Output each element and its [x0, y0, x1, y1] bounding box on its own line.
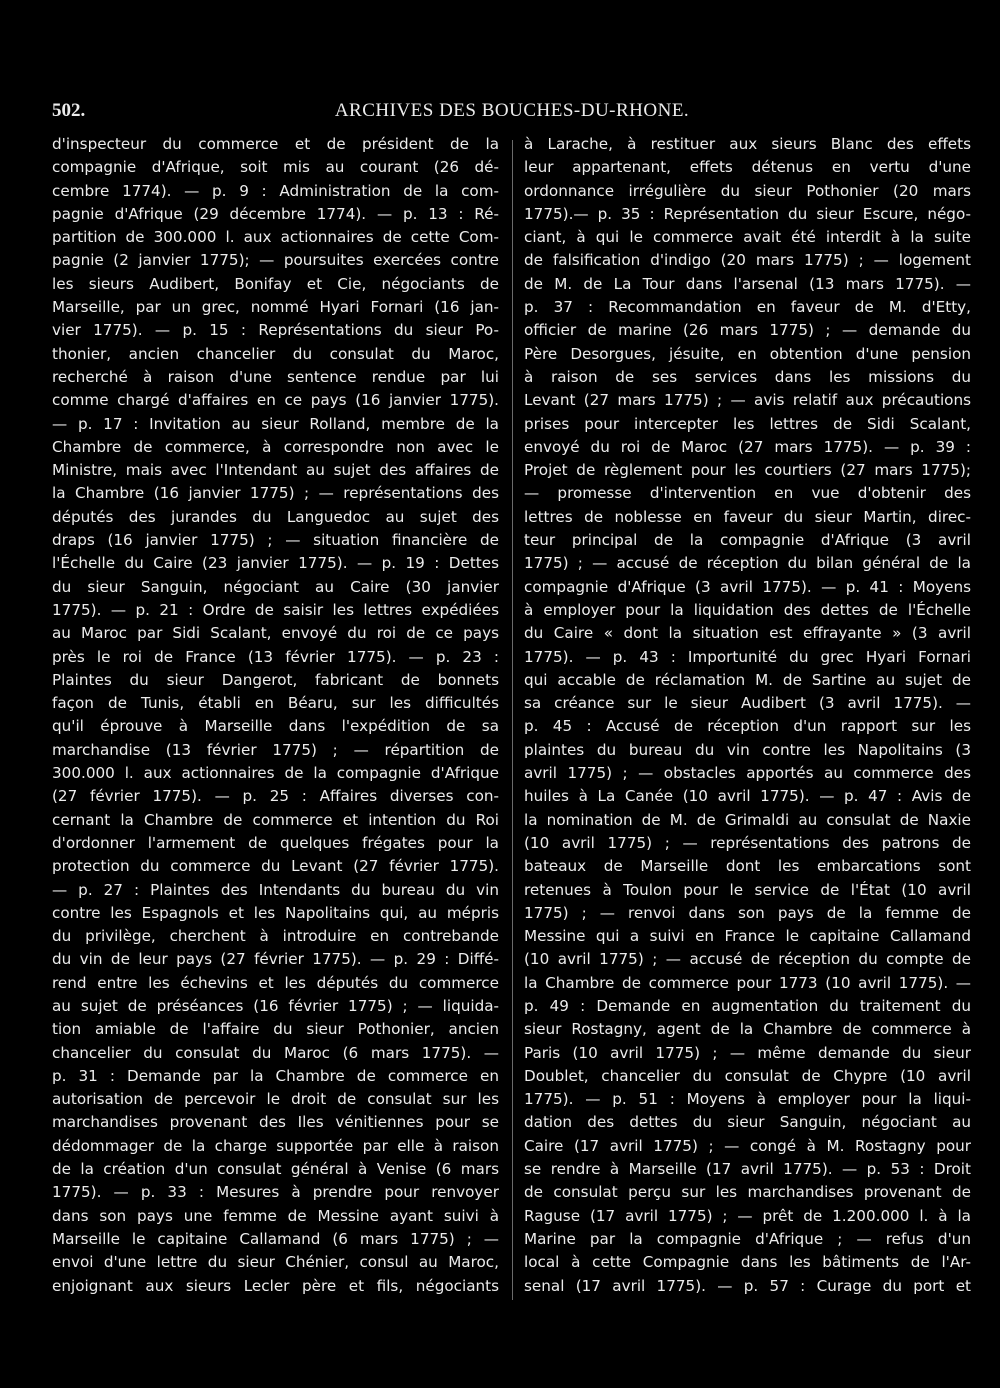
text-line: à Larache, à restituer aux sieurs Blanc des effets — [524, 135, 971, 153]
text-line: sieur Rostagny, agent de la Chambre de commerce à — [524, 1020, 971, 1039]
text-line: — p. 17 : Invitation au sieur Rolland, membre de la — [52, 414, 499, 433]
text-line: huiles à La Canée (10 avril 1775). — p. 47 : Avis de — [524, 787, 971, 806]
text-line: avril 1775) ; — obstacles apportés au commerce des — [524, 764, 971, 783]
text-line: compagnie d'Afrique (3 avril 1775). — p. 41 : Moyens — [524, 577, 971, 596]
text-line: chancelier du consulat du Maroc (6 mars 1775). — — [52, 1043, 499, 1062]
text-line: la Chambre de commerce pour 1773 (10 avril 1775). — — [524, 973, 971, 992]
text-line: marchandises provenant des Iles vénitiennes pour se — [52, 1113, 499, 1132]
text-line: Projet de règlement pour les courtiers (27 mars 1775); — [524, 461, 971, 480]
text-line: de M. de La Tour dans l'arsenal (13 mars 1775). — — [524, 274, 971, 293]
text-line: ordonnance irrégulière du sieur Pothonier (20 mars — [524, 181, 971, 200]
text-line: envoyé du roi de Maroc (27 mars 1775). — p. 39 : — [524, 437, 971, 456]
text-line: p. 31 : Demande par la Chambre de commerce en — [52, 1066, 499, 1085]
text-line: Plaintes du sieur Dangerot, fabricant de bonnets — [52, 670, 499, 689]
text-line: vier 1775). — p. 15 : Représentations du sieur Po- — [52, 321, 499, 340]
text-line: l'Échelle du Caire (23 janvier 1775). — p. 19 : Dettes — [52, 554, 499, 573]
text-line: (27 février 1775). — p. 25 : Affaires diverses con- — [52, 787, 499, 806]
text-line: qu'il éprouve à Marseille dans l'expédition de sa — [52, 717, 499, 736]
text-line: p. 49 : Demande en augmentation du traitement du — [524, 996, 971, 1015]
text-line: sa créance sur le sieur Audibert (3 avril 1775). — — [524, 694, 971, 713]
text-line: protection du commerce du Levant (27 février 1775). — [52, 857, 499, 876]
text-line: tion amiable de l'affaire du sieur Pothonier, ancien — [52, 1020, 499, 1039]
text-line: teur principal de la compagnie d'Afrique (3 avril — [524, 531, 971, 550]
text-line: marchandise (13 février 1775) ; — répartition de — [52, 740, 499, 759]
column-divider — [512, 140, 513, 1300]
text-line: compagnie d'Afrique, soit mis au courant (26 dé- — [52, 158, 499, 177]
text-line: plaintes du bureau du vin contre les Napolitains (3 — [524, 740, 971, 759]
text-line: du privilège, cherchent à introduire en contrebande — [52, 927, 499, 946]
text-line: senal (17 avril 1775). — p. 57 : Curage du port et — [524, 1276, 971, 1295]
text-line: de falsification d'indigo (20 mars 1775) ; — logement — [524, 251, 971, 270]
text-line: d'inspecteur du commerce et de président de la — [52, 135, 499, 153]
text-line: 1775). — p. 21 : Ordre de saisir les lettres expédiées — [52, 600, 499, 619]
text-line: Caire (17 avril 1775) ; — congé à M. Rostagny pour — [524, 1136, 971, 1155]
text-line: du sieur Sanguin, négociant au Caire (30 janvier — [52, 577, 499, 596]
text-line: — p. 27 : Plaintes des Intendants du bureau du vin — [52, 880, 499, 899]
text-line: enjoignant aux sieurs Lecler père et fils, négociants — [52, 1276, 499, 1295]
text-line: Marine par la compagnie d'Afrique ; — refus d'un — [524, 1229, 971, 1248]
text-line: recherché à raison d'une sentence rendue par lui — [52, 367, 499, 386]
text-line: Père Desorgues, jésuite, en obtention d'une pension — [524, 344, 971, 363]
text-line: 300.000 l. aux actionnaires de la compagnie d'Afrique — [52, 764, 499, 783]
text-line: au Maroc par Sidi Scalant, envoyé du roi de ce pays — [52, 624, 499, 643]
text-line: pagnie (2 janvier 1775); — poursuites exercées contre — [52, 251, 499, 270]
text-line: 1775). — p. 51 : Moyens à employer pour la liqui- — [524, 1090, 971, 1109]
page-header — [52, 100, 972, 130]
text-line: Levant (27 mars 1775) ; — avis relatif aux précautions — [524, 391, 971, 410]
text-line: de consulat perçu sur les marchandises provenant de — [524, 1183, 971, 1202]
text-line: se rendre à Marseille (17 avril 1775). — p. 53 : Droit — [524, 1160, 971, 1179]
text-line: Doublet, chancelier du consulat de Chypre (10 avril — [524, 1066, 971, 1085]
text-line: 1775) ; — accusé de réception du bilan général de la — [524, 554, 971, 573]
text-line: prises pour intercepter les lettres de Sidi Scalant, — [524, 414, 971, 433]
text-line: contre les Espagnols et les Napolitains qui, au mépris — [52, 903, 499, 922]
text-line: leur appartenant, effets détenus en vertu d'une — [524, 158, 971, 177]
text-line: rend entre les échevins et les députés du commerce — [52, 973, 499, 992]
text-line: 1775) ; — renvoi dans son pays de la femme de — [524, 903, 971, 922]
text-line: près le roi de France (13 février 1775). — p. 23 : — [52, 647, 499, 666]
text-line: la nomination de M. de Grimaldi au consulat de Naxie — [524, 810, 971, 829]
text-line: de la création d'un consulat général à Venise (6 mars — [52, 1160, 499, 1179]
text-line: d'ordonner l'armement de quelques frégates pour la — [52, 833, 499, 852]
text-line: Chambre de commerce, à correspondre non avec le — [52, 437, 499, 456]
text-line: dation des dettes du sieur Sanguin, négociant au — [524, 1113, 971, 1132]
text-line: cembre 1774). — p. 9 : Administration de la com- — [52, 181, 499, 200]
text-line: p. 45 : Accusé de réception d'un rapport sur les — [524, 717, 971, 736]
text-line: 1775). — p. 33 : Mesures à prendre pour renvoyer — [52, 1183, 499, 1202]
text-line: Marseille le capitaine Callamand (6 mars 1775) ; — — [52, 1229, 499, 1248]
text-line: — promesse d'intervention en vue d'obtenir des — [524, 484, 971, 503]
text-line: qui accable de réclamation M. de Sartine au sujet de — [524, 670, 971, 689]
text-line: dédommager de la charge supportée par elle à raison — [52, 1136, 499, 1155]
text-line: pagnie d'Afrique (29 décembre 1774). — p. 13 : Ré- — [52, 204, 499, 223]
text-line: ciant, à qui le commerce avait été interdit à la suite — [524, 228, 971, 247]
right-column — [524, 133, 971, 1298]
text-line: autorisation de percevoir le droit de consulat sur les — [52, 1090, 499, 1109]
text-line: à raison de ses services dans les missions du — [524, 367, 971, 386]
text-line: draps (16 janvier 1775) ; — situation financière de — [52, 531, 499, 550]
text-line: thonier, ancien chancelier du consulat du Maroc, — [52, 344, 499, 363]
running-title: ARCHIVES DES BOUCHES-DU-RHONE. — [334, 100, 690, 121]
text-line: Messine qui a suivi en France le capitaine Callamand — [524, 927, 971, 946]
text-line: bateaux de Marseille dont les embarcations sont — [524, 857, 971, 876]
text-line: Raguse (17 avril 1775) ; — prêt de 1.200.000 l. à la — [524, 1206, 971, 1225]
left-column — [52, 133, 499, 1298]
text-line: les sieurs Audibert, Bonifay et Cie, négociants de — [52, 274, 499, 293]
text-line: façon de Tunis, établi en Béaru, sur les difficultés — [52, 694, 499, 713]
page-number: 502. — [52, 100, 86, 121]
text-line: comme chargé d'affaires en ce pays (16 janvier 1775). — [52, 391, 499, 410]
text-line: au sujet de préséances (16 février 1775) ; — liquida- — [52, 996, 499, 1015]
text-line: Ministre, mais avec l'Intendant au sujet des affaires de — [52, 461, 499, 480]
text-line: du Caire « dont la situation est effrayante » (3 avril — [524, 624, 971, 643]
text-line: la Chambre (16 janvier 1775) ; — représentations des — [52, 484, 499, 503]
text-line: lettres de noblesse en faveur du sieur Martin, direc- — [524, 507, 971, 526]
text-line: à employer pour la liquidation des dettes de l'Échelle — [524, 600, 971, 619]
text-line: dans son pays une femme de Messine ayant suivi à — [52, 1206, 499, 1225]
text-line: (10 avril 1775) ; — représentations des patrons de — [524, 833, 971, 852]
text-line: officier de marine (26 mars 1775) ; — demande du — [524, 321, 971, 340]
text-line: p. 37 : Recommandation en faveur de M. d'Etty, — [524, 298, 971, 317]
text-line: Marseille, par un grec, nommé Hyari Fornari (16 jan- — [52, 298, 499, 317]
text-line: local à cette Compagnie dans les bâtiments de l'Ar- — [524, 1253, 971, 1272]
text-line: retenues à Toulon pour le service de l'État (10 avril — [524, 880, 971, 899]
text-line: partition de 300.000 l. aux actionnaires de cette Com- — [52, 228, 499, 247]
text-line: 1775). — p. 43 : Importunité du grec Hyari Fornari — [524, 647, 971, 666]
text-line: députés des jurandes du Languedoc au sujet des — [52, 507, 499, 526]
text-line: envoi d'une lettre du sieur Chénier, consul au Maroc, — [52, 1253, 499, 1272]
text-line: cernant la Chambre de commerce et intention du Roi — [52, 810, 499, 829]
text-line: du vin de leur pays (27 février 1775). — p. 29 : Diffé- — [52, 950, 499, 969]
text-line: (10 avril 1775) ; — accusé de réception du compte de — [524, 950, 971, 969]
text-line: 1775).— p. 35 : Représentation du sieur Escure, négo- — [524, 204, 971, 223]
text-line: Paris (10 avril 1775) ; — même demande du sieur — [524, 1043, 971, 1062]
